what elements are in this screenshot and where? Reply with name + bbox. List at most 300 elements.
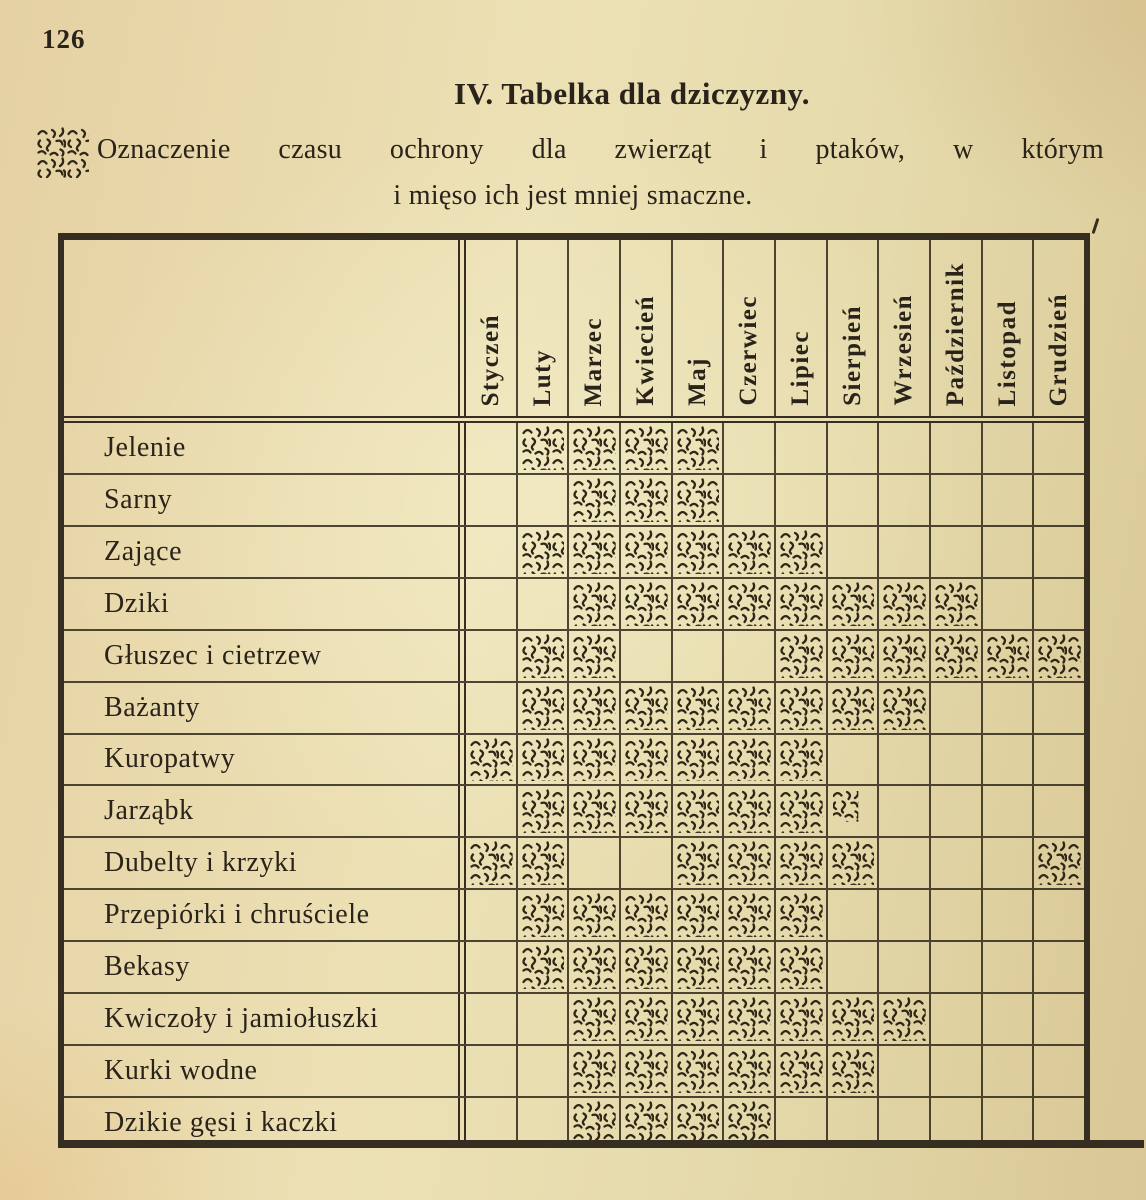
protection-shading xyxy=(779,582,823,626)
month-cell xyxy=(774,683,826,733)
protection-shading xyxy=(572,1101,616,1145)
month-cell xyxy=(877,1046,929,1096)
table-row xyxy=(64,836,1084,888)
protection-shading xyxy=(779,1049,823,1093)
month-cell xyxy=(516,683,568,733)
protection-shading xyxy=(624,945,668,989)
protection-shading xyxy=(572,1049,616,1093)
month-header-cell xyxy=(671,240,723,416)
protection-shading xyxy=(727,738,771,782)
protection-shading xyxy=(676,893,720,937)
month-cell xyxy=(774,786,826,836)
month-cell xyxy=(671,786,723,836)
month-cell xyxy=(826,1046,878,1096)
month-cell xyxy=(619,1046,671,1096)
month-cell xyxy=(466,683,516,733)
month-cell xyxy=(619,735,671,785)
protection-shading xyxy=(1037,634,1081,678)
month-cell xyxy=(466,527,516,577)
month-cell xyxy=(567,735,619,785)
month-cell xyxy=(619,631,671,681)
protection-shading xyxy=(727,1049,771,1093)
month-label: Grudzień xyxy=(1045,292,1073,406)
month-cell xyxy=(722,838,774,888)
month-cell xyxy=(1032,475,1084,525)
row-label: Przepiórki i chruściele xyxy=(64,890,460,940)
protection-shading xyxy=(986,634,1030,678)
month-label: Lipiec xyxy=(786,330,814,406)
month-cell xyxy=(516,631,568,681)
game-protection-table xyxy=(58,233,1090,1148)
month-cell xyxy=(619,786,671,836)
legend-line1: Oznaczenie czasu ochrony dla zwierząt i ptaków, w którym xyxy=(97,134,1104,165)
table-row xyxy=(64,525,1084,577)
table-body xyxy=(64,423,1084,1148)
protection-shading xyxy=(727,997,771,1041)
month-cell xyxy=(567,527,619,577)
row-label: Bażanty xyxy=(64,683,460,733)
protection-shading xyxy=(521,945,565,989)
month-cell xyxy=(877,994,929,1044)
page-number: 126 xyxy=(42,24,86,54)
month-cell xyxy=(671,683,723,733)
month-header-cell xyxy=(516,240,568,416)
protection-shading xyxy=(624,530,668,574)
month-cell xyxy=(671,423,723,473)
month-cell xyxy=(981,423,1033,473)
month-cell xyxy=(826,994,878,1044)
protection-shading xyxy=(831,1049,875,1093)
month-cell xyxy=(774,942,826,992)
protection-shading xyxy=(572,997,616,1041)
protection-shading xyxy=(727,686,771,730)
month-label: Maj xyxy=(683,357,711,406)
month-header-cell xyxy=(722,240,774,416)
protection-shading xyxy=(572,530,616,574)
month-header-cell xyxy=(877,240,929,416)
month-cell xyxy=(516,475,568,525)
month-header-row xyxy=(64,240,1084,418)
protection-shading xyxy=(521,893,565,937)
month-cell xyxy=(981,683,1033,733)
month-cell xyxy=(1032,579,1084,629)
month-header-cell xyxy=(1032,240,1084,416)
protection-shading xyxy=(469,841,513,885)
month-cell xyxy=(671,838,723,888)
month-cell xyxy=(516,1046,568,1096)
month-cell xyxy=(671,527,723,577)
protection-shading xyxy=(521,789,565,833)
protection-shading xyxy=(572,426,616,470)
protection-pattern-swatch-icon xyxy=(36,127,89,178)
month-cell xyxy=(722,475,774,525)
month-cell xyxy=(1032,527,1084,577)
month-cell xyxy=(981,735,1033,785)
month-cell xyxy=(929,527,981,577)
month-cell xyxy=(722,683,774,733)
protection-shading xyxy=(779,738,823,782)
table-row xyxy=(64,784,1084,836)
month-cell xyxy=(929,838,981,888)
month-cell xyxy=(1032,735,1084,785)
month-cell xyxy=(929,994,981,1044)
month-cell xyxy=(826,683,878,733)
protection-shading xyxy=(779,945,823,989)
month-cell xyxy=(1032,423,1084,473)
row-label: Sarny xyxy=(64,475,460,525)
month-cell xyxy=(826,786,878,836)
month-cells xyxy=(464,579,1084,629)
protection-shading xyxy=(676,738,720,782)
month-cell xyxy=(929,683,981,733)
month-cells xyxy=(464,423,1084,473)
header-label-spacer xyxy=(64,240,460,416)
month-cell xyxy=(929,890,981,940)
month-cell xyxy=(981,475,1033,525)
month-cell xyxy=(619,942,671,992)
protection-shading xyxy=(469,738,513,782)
month-cells xyxy=(464,994,1084,1044)
month-label: Czerwiec xyxy=(735,295,763,406)
table-row xyxy=(64,992,1084,1044)
protection-shading xyxy=(727,1101,771,1145)
month-cell xyxy=(567,890,619,940)
month-cell xyxy=(774,838,826,888)
month-cell xyxy=(671,1046,723,1096)
month-header-cell xyxy=(981,240,1033,416)
table-row xyxy=(64,1044,1084,1096)
month-cell xyxy=(516,579,568,629)
month-cell xyxy=(516,890,568,940)
month-cell xyxy=(671,631,723,681)
month-cell xyxy=(981,942,1033,992)
corner-tick-mark xyxy=(1092,218,1100,234)
protection-shading xyxy=(572,478,616,522)
month-cell xyxy=(826,527,878,577)
table-row xyxy=(64,888,1084,940)
month-cell xyxy=(466,579,516,629)
month-cells xyxy=(464,683,1084,733)
month-cell xyxy=(929,631,981,681)
month-header-cell xyxy=(567,240,619,416)
month-header-cells xyxy=(464,240,1084,416)
month-cell xyxy=(774,890,826,940)
month-cell xyxy=(516,423,568,473)
protection-shading-partial xyxy=(831,789,875,833)
protection-shading xyxy=(882,634,926,678)
protection-shading xyxy=(779,634,823,678)
month-header-cell xyxy=(466,240,516,416)
month-cell xyxy=(722,942,774,992)
month-cell xyxy=(567,942,619,992)
month-cell xyxy=(929,735,981,785)
protection-shading xyxy=(676,686,720,730)
month-cell xyxy=(929,579,981,629)
month-cell xyxy=(826,838,878,888)
month-cell xyxy=(826,475,878,525)
protection-shading xyxy=(779,893,823,937)
month-cell xyxy=(877,942,929,992)
protection-shading xyxy=(572,945,616,989)
month-cells xyxy=(464,631,1084,681)
month-cell xyxy=(516,527,568,577)
month-cell xyxy=(722,786,774,836)
month-cell xyxy=(1032,631,1084,681)
month-cell xyxy=(466,838,516,888)
month-label: Marzec xyxy=(580,316,608,406)
month-cell xyxy=(722,631,774,681)
month-label: Kwiecień xyxy=(631,295,659,406)
protection-shading xyxy=(831,686,875,730)
protection-shading xyxy=(624,1049,668,1093)
table-row xyxy=(64,423,1084,473)
month-cell xyxy=(567,838,619,888)
month-cells xyxy=(464,942,1084,992)
month-cell xyxy=(981,890,1033,940)
protection-shading xyxy=(521,426,565,470)
month-cell xyxy=(567,579,619,629)
month-cell xyxy=(981,838,1033,888)
month-cell xyxy=(981,994,1033,1044)
month-cell xyxy=(619,683,671,733)
month-cell xyxy=(722,423,774,473)
month-cell xyxy=(466,475,516,525)
protection-shading xyxy=(521,738,565,782)
table-bottom-rule xyxy=(58,1140,1144,1148)
month-cell xyxy=(466,735,516,785)
month-label: Styczeń xyxy=(476,313,504,406)
protection-shading xyxy=(676,478,720,522)
protection-shading xyxy=(1037,841,1081,885)
protection-shading xyxy=(779,789,823,833)
month-cell xyxy=(466,890,516,940)
table-row xyxy=(64,629,1084,681)
month-cell xyxy=(877,631,929,681)
protection-shading xyxy=(521,530,565,574)
month-cell xyxy=(567,631,619,681)
month-cell xyxy=(877,890,929,940)
month-cell xyxy=(516,838,568,888)
month-cell xyxy=(877,527,929,577)
legend-line2: i mięso ich jest mniej smaczne. xyxy=(393,180,753,211)
month-cell xyxy=(981,786,1033,836)
month-cell xyxy=(619,423,671,473)
month-cell xyxy=(466,423,516,473)
row-label: Głuszec i cietrzew xyxy=(64,631,460,681)
month-cell xyxy=(466,1046,516,1096)
month-cell xyxy=(466,631,516,681)
protection-shading xyxy=(727,530,771,574)
month-cell xyxy=(516,786,568,836)
month-cell xyxy=(567,786,619,836)
protection-shading xyxy=(624,582,668,626)
month-cell xyxy=(466,994,516,1044)
month-label: Listopad xyxy=(993,299,1021,406)
table-row xyxy=(64,940,1084,992)
month-label: Luty xyxy=(528,348,556,406)
month-cell xyxy=(774,994,826,1044)
month-cell xyxy=(671,890,723,940)
month-cell xyxy=(722,735,774,785)
table-row xyxy=(64,733,1084,785)
month-cell xyxy=(567,475,619,525)
protection-shading xyxy=(934,634,978,678)
month-cell xyxy=(671,994,723,1044)
protection-shading xyxy=(676,426,720,470)
month-cell xyxy=(774,475,826,525)
month-label: Październik xyxy=(941,261,969,406)
month-cell xyxy=(1032,942,1084,992)
month-cells xyxy=(464,475,1084,525)
month-cell xyxy=(1032,838,1084,888)
month-cells xyxy=(464,735,1084,785)
row-label: Jarząbk xyxy=(64,786,460,836)
month-cell xyxy=(722,527,774,577)
protection-shading xyxy=(727,945,771,989)
month-cell xyxy=(671,475,723,525)
month-cell xyxy=(466,942,516,992)
month-cell xyxy=(981,527,1033,577)
protection-shading xyxy=(624,478,668,522)
protection-shading xyxy=(624,893,668,937)
month-cell xyxy=(567,423,619,473)
month-cell xyxy=(826,423,878,473)
month-label: Wrzesień xyxy=(890,294,918,406)
month-cell xyxy=(722,1046,774,1096)
month-cell xyxy=(877,838,929,888)
protection-shading xyxy=(521,634,565,678)
month-cell xyxy=(1032,1046,1084,1096)
month-cells xyxy=(464,786,1084,836)
month-cell xyxy=(981,631,1033,681)
month-cell xyxy=(619,994,671,1044)
protection-shading xyxy=(676,530,720,574)
protection-shading xyxy=(572,686,616,730)
row-label: Kuropatwy xyxy=(64,735,460,785)
month-cell xyxy=(516,735,568,785)
month-cell xyxy=(877,683,929,733)
month-cell xyxy=(619,527,671,577)
month-cell xyxy=(774,631,826,681)
month-header-cell xyxy=(774,240,826,416)
month-cell xyxy=(671,942,723,992)
protection-shading xyxy=(624,789,668,833)
month-cell xyxy=(981,1046,1033,1096)
month-cell xyxy=(877,423,929,473)
month-header-cell xyxy=(929,240,981,416)
row-label: Kurki wodne xyxy=(64,1046,460,1096)
row-label: Kwiczoły i jamiołuszki xyxy=(64,994,460,1044)
protection-shading xyxy=(727,789,771,833)
month-cell xyxy=(877,579,929,629)
month-cells xyxy=(464,890,1084,940)
protection-shading xyxy=(727,841,771,885)
protection-shading xyxy=(624,997,668,1041)
month-cell xyxy=(619,890,671,940)
month-cell xyxy=(722,579,774,629)
protection-shading xyxy=(676,789,720,833)
month-cell xyxy=(826,579,878,629)
protection-shading xyxy=(727,893,771,937)
protection-shading xyxy=(572,789,616,833)
month-cell xyxy=(826,631,878,681)
page-title: IV. Tabelka dla dziczyzny. xyxy=(453,76,811,111)
table-row xyxy=(64,681,1084,733)
month-cells xyxy=(464,527,1084,577)
month-cell xyxy=(774,1046,826,1096)
month-cell xyxy=(1032,890,1084,940)
protection-shading xyxy=(831,997,875,1041)
protection-shading xyxy=(676,997,720,1041)
month-cell xyxy=(929,1046,981,1096)
month-cell xyxy=(774,579,826,629)
table-row xyxy=(64,473,1084,525)
protection-shading xyxy=(624,738,668,782)
row-label: Dzikie gęsi i kaczki xyxy=(64,1098,460,1148)
protection-shading xyxy=(572,582,616,626)
row-label: Dziki xyxy=(64,579,460,629)
month-cell xyxy=(671,735,723,785)
protection-shading xyxy=(676,1049,720,1093)
month-header-cell xyxy=(826,240,878,416)
month-cell xyxy=(774,423,826,473)
protection-shading xyxy=(779,841,823,885)
protection-shading xyxy=(676,582,720,626)
month-cells xyxy=(464,1046,1084,1096)
month-cell xyxy=(929,475,981,525)
protection-shading xyxy=(572,634,616,678)
month-cell xyxy=(929,942,981,992)
protection-shading xyxy=(831,841,875,885)
month-cell xyxy=(877,475,929,525)
protection-shading xyxy=(934,582,978,626)
month-cell xyxy=(929,786,981,836)
row-label: Zające xyxy=(64,527,460,577)
month-cell xyxy=(826,735,878,785)
row-label: Dubelty i krzyki xyxy=(64,838,460,888)
month-cell xyxy=(671,579,723,629)
month-cell xyxy=(516,994,568,1044)
month-cell xyxy=(466,786,516,836)
month-cell xyxy=(981,579,1033,629)
protection-shading xyxy=(676,1101,720,1145)
protection-shading xyxy=(831,582,875,626)
row-label: Bekasy xyxy=(64,942,460,992)
protection-shading xyxy=(727,582,771,626)
month-cell xyxy=(774,735,826,785)
month-cell xyxy=(877,735,929,785)
protection-shading xyxy=(779,997,823,1041)
month-cell xyxy=(1032,994,1084,1044)
month-cell xyxy=(1032,786,1084,836)
row-label: Jelenie xyxy=(64,423,460,473)
protection-shading xyxy=(882,686,926,730)
month-cell xyxy=(619,475,671,525)
month-cell xyxy=(929,423,981,473)
month-cell xyxy=(1032,683,1084,733)
month-cell xyxy=(877,786,929,836)
month-cell xyxy=(826,942,878,992)
protection-shading xyxy=(779,530,823,574)
protection-shading xyxy=(831,634,875,678)
month-cell xyxy=(567,994,619,1044)
protection-shading xyxy=(779,686,823,730)
protection-shading xyxy=(572,738,616,782)
table-row xyxy=(64,577,1084,629)
protection-shading xyxy=(572,893,616,937)
month-cell xyxy=(722,994,774,1044)
protection-shading xyxy=(521,686,565,730)
